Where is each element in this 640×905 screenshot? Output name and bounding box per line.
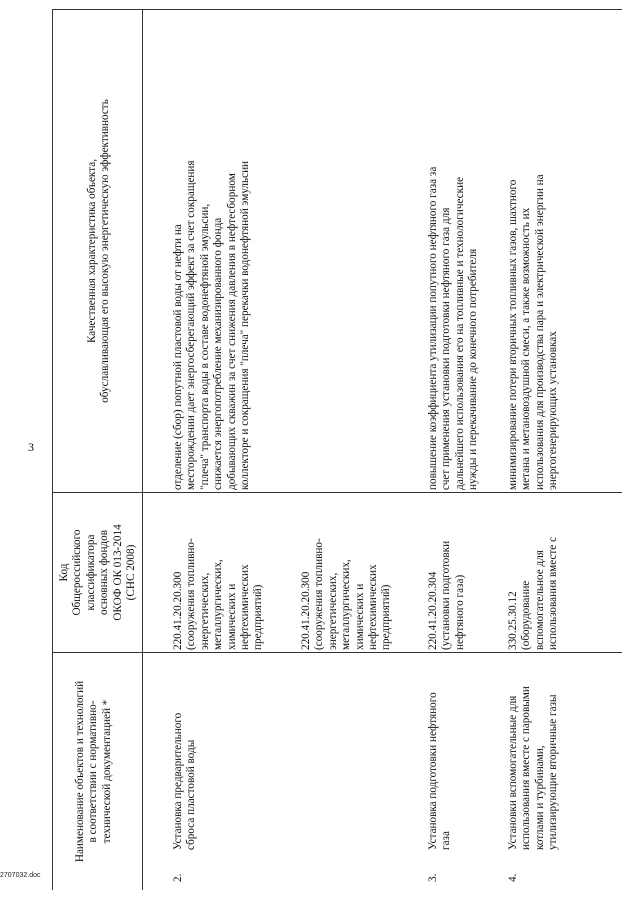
header-name: Наименование объектов и технологий в соответствии с нормативно- технической документацией * bbox=[74, 680, 113, 863]
header-description: Качественная характеристика объекта, обуславливающая его высокую энергетическую эффективность bbox=[86, 99, 112, 403]
column-divider-2 bbox=[52, 492, 622, 493]
header-separator bbox=[142, 10, 143, 890]
row-number: 2. bbox=[172, 873, 184, 882]
row-code: 330.25.30.12 (оборудование вспомогательное для использования вместе с bbox=[507, 536, 560, 650]
header-code: Код Общероссийского классификатора основных фондов ОКОФ ОК 013-2014 (СНС 2008) bbox=[58, 524, 138, 621]
row-description: отделение (сбор) попутной пластовой воды от нефти на месторождении дает энергосберегающий эффект за счет сокращения "плеча" транспорта воды в составе водонефтяной эмульсии, снижается энергопотребление механизированного фонда добывающих скважин за счет снижения давления в нефтесборном коллекторе и сокращения "плеча" перекачки водонефтяной эмульсии bbox=[172, 160, 252, 490]
column-divider-1 bbox=[52, 652, 622, 653]
row-number: 3. bbox=[427, 873, 439, 882]
doc-code: 2707032.doc bbox=[0, 872, 41, 879]
row-name: Установки вспомогательные для использования вместе с паровыми котлами и турбинами, утилизирующие вторичные газы bbox=[507, 686, 560, 850]
table-sheet bbox=[52, 10, 622, 890]
page-number: 3 bbox=[28, 440, 34, 454]
row-code: 220.41.20.20.300 (сооружения топливно- энергетических, металлургических, химических и нефтехимических предприятий) bbox=[300, 538, 393, 650]
table-border-top bbox=[52, 10, 53, 890]
row-description: повышение коэффициента утилизации попутного нефтяного газа за счет применения установки подготовки нефтяного газа для дальнейшего использования его на топливные и технологические нужды и перекачивание до конечного потребителя bbox=[427, 166, 480, 490]
row-code: 220.41.20.20.300 (сооружения топливно- энергетических, металлургических, химических и нефтехимических предприятий) bbox=[172, 538, 265, 650]
row-name: Установка предварительного сброса пластовой воды bbox=[172, 712, 198, 850]
row-name: Установка подготовки нефтяного газа bbox=[427, 692, 453, 850]
row-description: минимизирование потери вторичных топливных газов, шахтного метана и метановоздушной смеси, а также возможность их использования для производства пара и электрической энергии на энергогенерирующих установках bbox=[507, 174, 560, 490]
row-code: 220.41.20.20.304 (установки подготовки нефтяного газа) bbox=[427, 540, 466, 650]
row-number: 4. bbox=[507, 873, 519, 882]
